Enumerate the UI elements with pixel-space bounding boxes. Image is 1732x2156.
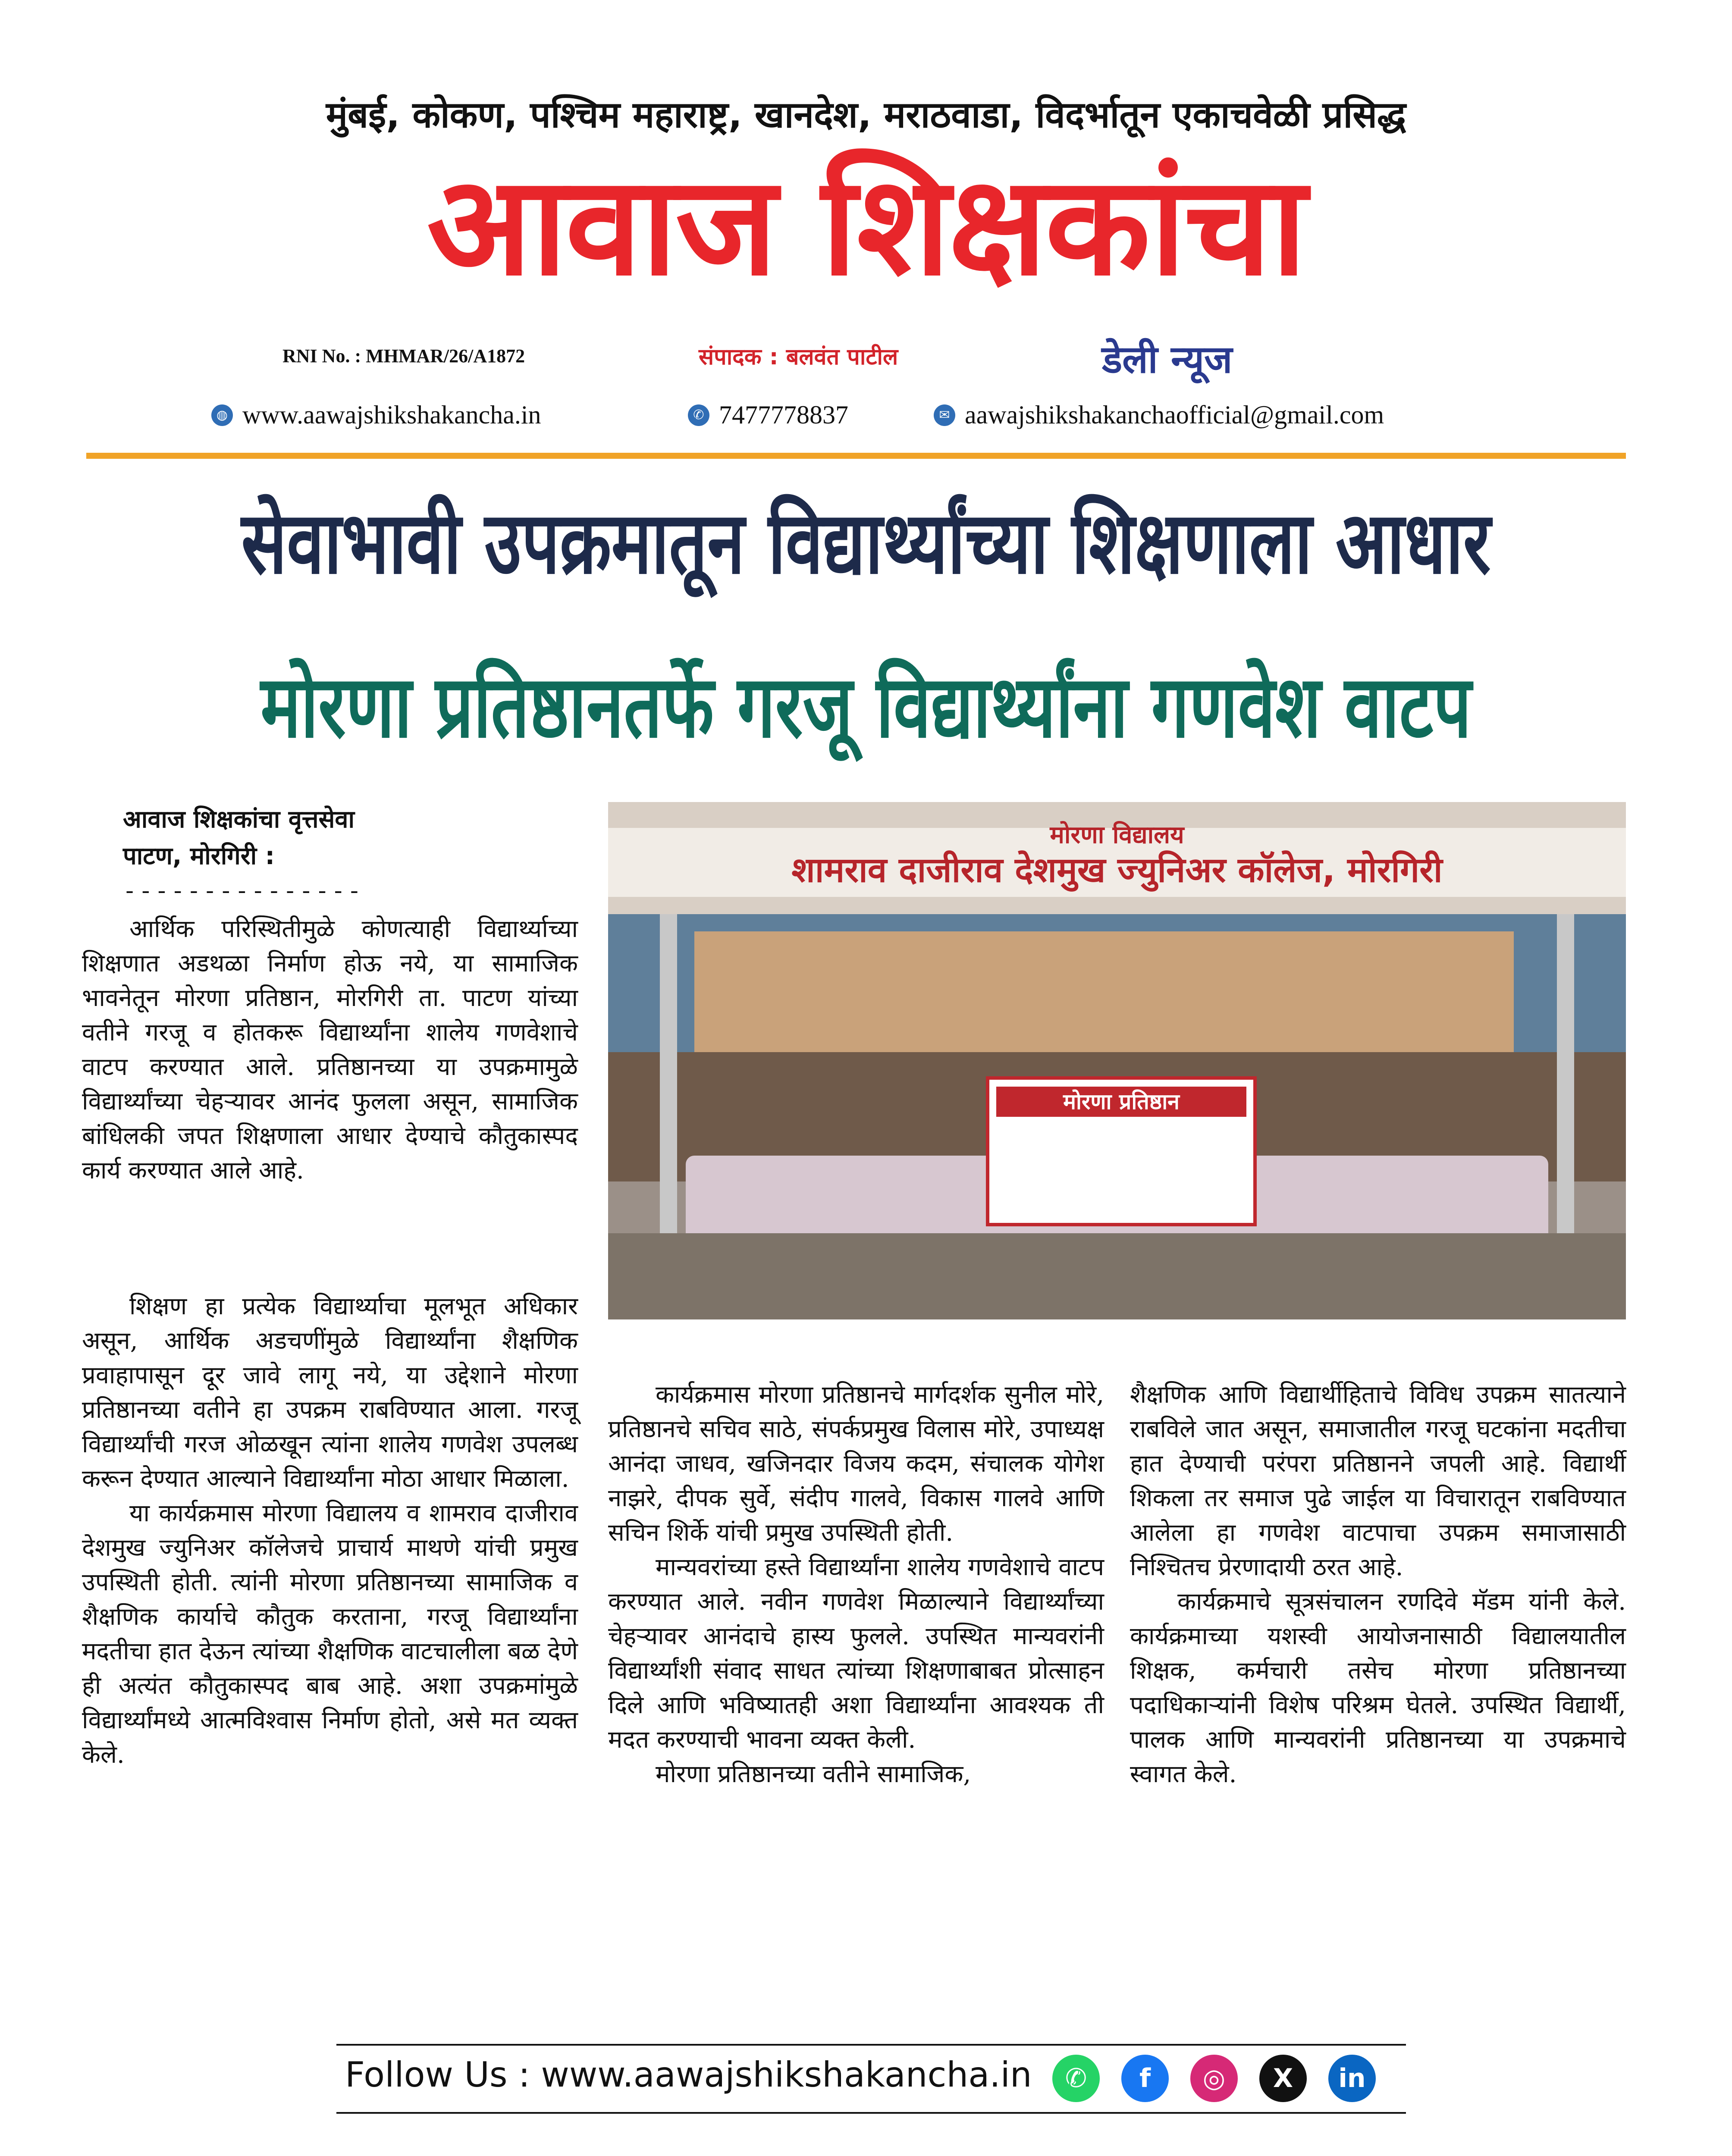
byline-source: आवाज शिक्षकांचा वृत्तसेवा — [123, 805, 355, 834]
tagline: मुंबई, कोकण, पश्चिम महाराष्ट्र, खानदेश, मराठवाडा, विदर्भातून एकाचवेळी प्रसिद्ध — [326, 94, 1406, 136]
article-column-1-top — [82, 912, 578, 1188]
footer-rule-top — [336, 2044, 1406, 2046]
masthead-title: आवाज शिक्षकांचा — [427, 146, 1305, 306]
edition-label: डेली न्यूज — [1102, 337, 1233, 382]
byline-dateline: पाटण, मोरगिरी : — [123, 842, 275, 870]
article-column-2 — [608, 1378, 1104, 1792]
paragraph: मान्यवरांच्या हस्ते विद्यार्थ्यांना शालेय गणवेशाचे वाटप करण्यात आले. नवीन गणवेश मिळाल्याने विद्यार्थ्यांच्या चेहऱ्यावर आनंदाचे हास्य फुलले. उपस्थित मान्यवरांनी विद्यार्थ्यांशी संवाद साधत त्यांच्या शिक्षणाबाबत प्रोत्साहन दिले आणि भविष्यातही अशा विद्यार्थ्यांना आवश्यक ती मदत करण्याची भावना व्यक्त केली. — [608, 1553, 1104, 1754]
linkedin-icon[interactable]: in — [1328, 2055, 1376, 2102]
email-contact[interactable] — [934, 400, 1384, 430]
banner-title: मोरणा प्रतिष्ठान — [1063, 1089, 1180, 1114]
headline-secondary: मोरणा प्रतिष्ठानतर्फे गरजू विद्यार्थ्यांना गणवेश वाटप — [260, 657, 1472, 757]
event-photo — [608, 802, 1626, 1319]
facebook-icon[interactable]: f — [1121, 2055, 1169, 2102]
article-column-3 — [1130, 1378, 1626, 1792]
paragraph: शिक्षण हा प्रत्येक विद्यार्थ्याचा मूलभूत अधिकार असून, आर्थिक अडचणींमुळे विद्यार्थ्यांना शैक्षणिक प्रवाहापासून दूर जावे लागू नये, या उद्देशाने मोरणा प्रतिष्ठानच्या वतीने हा उपक्रम राबविण्यात आला. गरजू विद्यार्थ्यांची गरज ओळखून त्यांना शालेय गणवेश उपलब्ध करून देण्यात आल्याने विद्यार्थ्यांना मोठा आधार मिळाला. — [82, 1292, 578, 1493]
paragraph: शैक्षणिक आणि विद्यार्थीहिताचे विविध उपक्रम सातत्याने राबविले जात असून, समाजातील गरजू घटकांना मदतीचा हात देण्याची परंपरा प्रतिष्ठानने जपली आहे. विद्यार्थी शिकला तर समाज पुढे जाईल या विचारातून राबविण्यात आलेला हा गणवेश वाटपाचा उपक्रम समाजासाठी निश्चितच प्रेरणादायी ठरत आहे. — [1130, 1381, 1626, 1581]
footer-rule-bottom — [336, 2112, 1406, 2114]
email-icon: ✉ — [934, 404, 955, 426]
byline-divider: --------------- — [123, 880, 364, 905]
arch-school-name: मोरणा विद्यालय — [1050, 821, 1184, 849]
website-link[interactable]: www.aawajshikshakancha.in — [242, 401, 541, 429]
headline-primary: सेवाभावी उपक्रमातून विद्यार्थ्यांच्या शिक्षणाला आधार — [241, 493, 1491, 593]
instagram-icon[interactable]: ◎ — [1190, 2055, 1238, 2102]
phone-contact[interactable] — [688, 400, 848, 430]
paragraph: कार्यक्रमाचे सूत्रसंचालन रणदिवे मॅडम यांनी केले. कार्यक्रमाच्या यशस्वी आयोजनासाठी विद्यालयातील शिक्षक, कर्मचारी तसेच मोरणा प्रतिष्ठानच्या पदाधिकाऱ्यांनी विशेष परिश्रम घेतले. उपस्थित विद्यार्थी, पालक आणि मान्यवरांनी प्रतिष्ठानच्या या उपक्रमाचे स्वागत केले. — [1130, 1588, 1626, 1788]
follow-us-link[interactable]: Follow Us : www.aawajshikshakancha.in — [345, 2055, 1032, 2095]
phone-number[interactable]: 7477778837 — [719, 401, 848, 429]
globe-icon: ◍ — [211, 404, 233, 426]
editor-name: संपादक : बलवंत पाटील — [699, 344, 898, 370]
paragraph: या कार्यक्रमास मोरणा विद्यालय व शामराव दाजीराव देशमुख ज्युनिअर कॉलेजचे प्राचार्य माथणे यांची प्रमुख उपस्थिती होती. त्यांनी मोरणा प्रतिष्ठानच्या सामाजिक व शैक्षणिक कार्याचे कौतुक करताना, गरजू विद्यार्थ्यांना मदतीचा हात देऊन त्यांच्या शैक्षणिक वाटचालीला बळ देणे ही अत्यंत कौतुकास्पद बाब आहे. अशा उपक्रमांमुळे विद्यार्थ्यांमध्ये आत्मविश्वास निर्माण होतो, असे मत व्यक्त केले. — [82, 1499, 578, 1769]
website-contact[interactable] — [211, 400, 541, 430]
article-column-1-bottom — [82, 1289, 578, 1772]
paragraph: आर्थिक परिस्थितीमुळे कोणत्याही विद्यार्थ्याच्या शिक्षणात अडथळा निर्माण होऊ नये, या सामाजिक भावनेतून मोरणा प्रतिष्ठान, मोरगिरी ता. पाटण यांच्या वतीने गरजू व होतकरू विद्यार्थ्यांना शालेय गणवेशाचे वाटप करण्यात आले. प्रतिष्ठानच्या या उपक्रमामुळे विद्यार्थ्यांच्या चेहऱ्यावर आनंद फुलला असून, सामाजिक बांधिलकी जपत शिक्षणाला आधार देण्याचे कौतुकास्पद कार्य करण्यात आले आहे. — [82, 915, 578, 1185]
header-rule — [86, 453, 1626, 459]
paragraph: मोरणा प्रतिष्ठानच्या वतीने सामाजिक, — [656, 1760, 971, 1788]
paragraph: कार्यक्रमास मोरणा प्रतिष्ठानचे मार्गदर्शक सुनील मोरे, प्रतिष्ठानचे सचिव साठे, संपर्कप्रमुख विलास मोरे, उपाध्यक्ष आनंदा जाधव, खजिनदार विजय कदम, संचालक योगेश नाझरे, दीपक सुर्वे, संदीप गालवे, विकास गालवे आणि सचिन शिर्के यांची प्रमुख उपस्थिती होती. — [608, 1381, 1104, 1547]
phone-icon: ✆ — [688, 404, 709, 426]
email-address[interactable]: aawajshikshakanchaofficial@gmail.com — [965, 401, 1384, 429]
rni-number: RNI No. : MHMAR/26/A1872 — [282, 345, 525, 367]
whatsapp-icon[interactable]: ✆ — [1052, 2055, 1100, 2102]
x-icon[interactable]: X — [1259, 2055, 1307, 2102]
arch-college-name: शामराव दाजीराव देशमुख ज्युनिअर कॉलेज, मोरगिरी — [791, 850, 1443, 890]
